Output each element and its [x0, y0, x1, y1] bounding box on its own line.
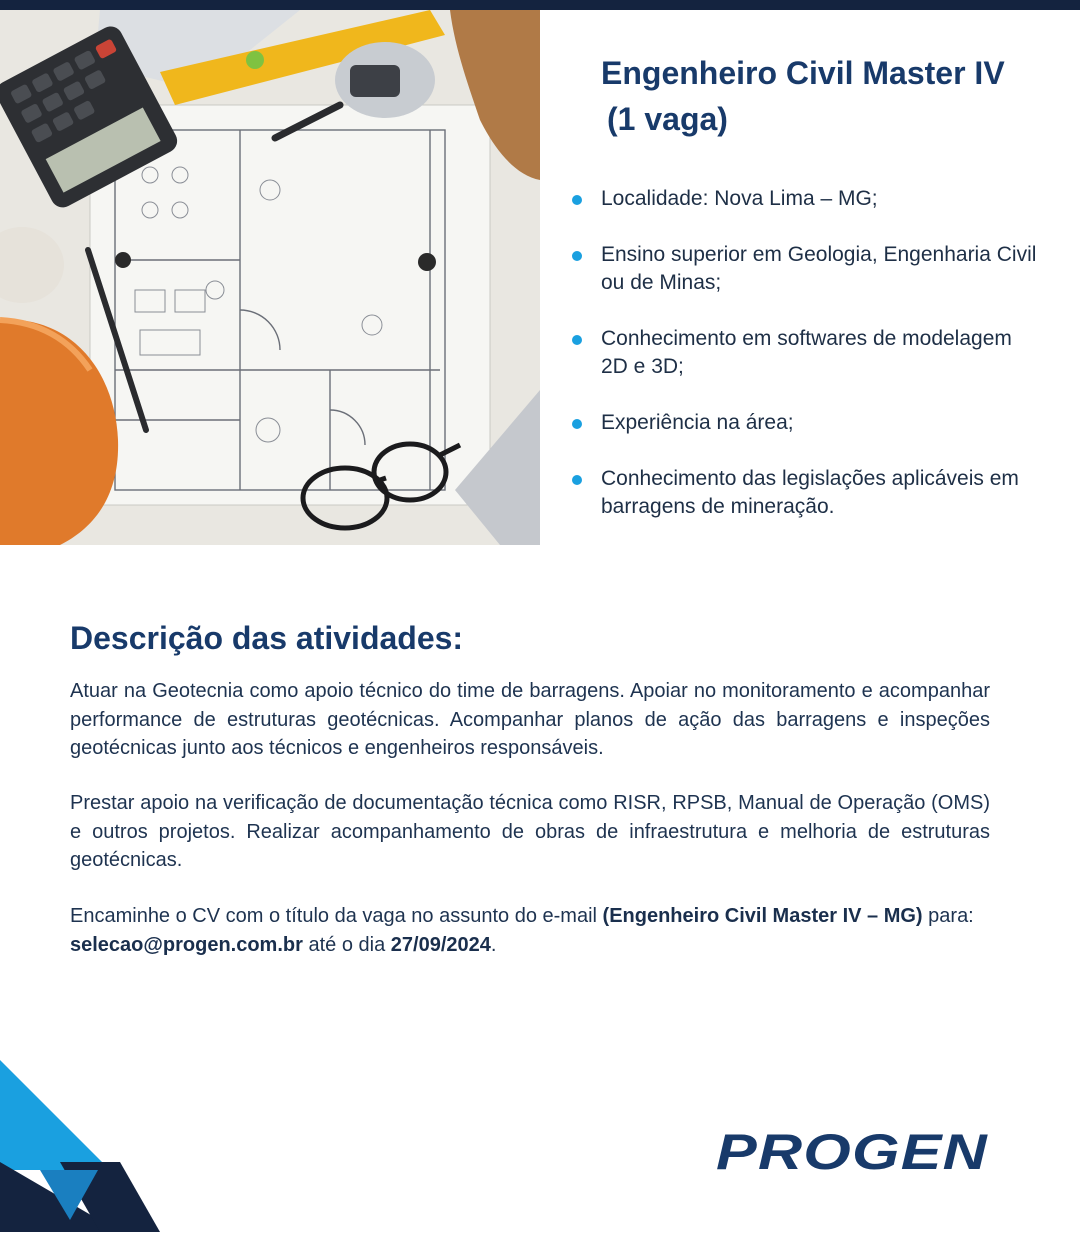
requirement-experience: Experiência na área; [570, 409, 1040, 437]
activities-paragraph-1: Atuar na Geotecnia como apoio técnico do time de barragens. Apoiar no monitoramento e acompanhar performance de estruturas geotécnicas. Acompanhar planos de ação das barragens e inspeções geotécnicas junto aos técnicos e engenheiros responsáveis. [70, 680, 990, 759]
progen-logo [712, 1125, 992, 1175]
application-instructions [70, 902, 990, 959]
requirement-education: Ensino superior em Geologia, Engenharia Civil ou de Minas; [570, 241, 1040, 297]
requirement-legislation: Conhecimento das legislações aplicáveis em barragens de mineração. [570, 465, 1040, 521]
job-title [601, 50, 1041, 142]
application-to-text: para: [928, 905, 974, 927]
bullet-icon [572, 419, 582, 429]
activities-heading: Descrição das atividades: [70, 620, 464, 656]
bullet-icon [572, 475, 582, 485]
blueprint-photo [0, 10, 540, 545]
requirement-location: Localidade: Nova Lima – MG; [570, 185, 1040, 213]
job-title-line1: Engenheiro Civil Master IV [601, 55, 1005, 91]
bullet-icon [572, 195, 582, 205]
application-intro: Encaminhe o CV com o título da vaga no assunto do e-mail [70, 905, 597, 927]
application-deadline: 27/09/2024 [390, 933, 491, 956]
job-title-vacancies: (1 vaga) [607, 101, 728, 137]
application-end: . [490, 933, 497, 956]
logo-text: PROGEN [716, 1125, 988, 1175]
top-bar [0, 0, 1080, 10]
bullet-icon [572, 251, 582, 261]
email-subject: (Engenheiro Civil Master IV – MG) [602, 905, 923, 927]
corner-decoration [0, 1060, 170, 1232]
requirements-list [570, 185, 1040, 521]
bullet-icon [572, 335, 582, 345]
application-until-text: até o dia [308, 933, 386, 956]
requirement-software: Conhecimento em softwares de modelagem 2D e 3D; [570, 325, 1040, 381]
activities-paragraph-2: Prestar apoio na verificação de documentação técnica como RISR, RPSB, Manual de Operação (OMS) e outros projetos. Realizar acompanhamento de obras de infraestrutura e melhoria de estruturas geotécnicas. [70, 792, 990, 871]
application-email[interactable]: selecao@progen.com.br [70, 933, 303, 956]
